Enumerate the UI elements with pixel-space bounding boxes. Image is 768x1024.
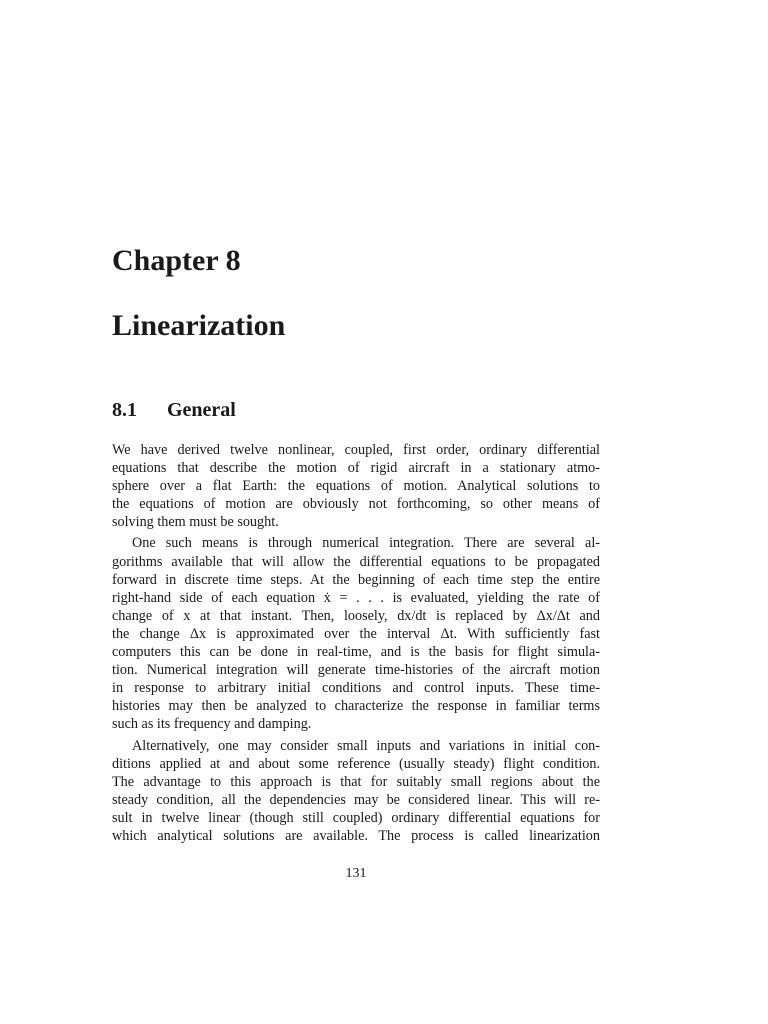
- text-line: in response to arbitrary initial conditions and control inputs. These time-: [112, 680, 600, 697]
- text-line: computers this can be done in real-time, and is the basis for flight simula-: [112, 644, 600, 661]
- chapter-title: Linearization: [112, 309, 286, 342]
- text-line: histories may then be analyzed to characterize the response in familiar terms: [112, 698, 600, 715]
- section-heading: [112, 398, 236, 422]
- text-line: the change Δx is approximated over the interval Δt. With sufficiently fast: [112, 625, 600, 642]
- text-line: steady condition, all the dependencies may be considered linear. This will re-: [112, 791, 600, 808]
- section-number: 8.1: [112, 399, 137, 421]
- text-line: tion. Numerical integration will generate time-histories of the aircraft motion: [112, 662, 600, 679]
- paragraph: [112, 441, 600, 531]
- text-line: forward in discrete time steps. At the beginning of each time step the entire: [112, 571, 600, 588]
- text-line: Alternatively, one may consider small inputs and variations in initial con-: [132, 737, 600, 754]
- text-line: the equations of motion are obviously not forthcoming, so other means of: [112, 496, 600, 513]
- text-line: One such means is through numerical integration. There are several al-: [132, 535, 600, 552]
- text-line: We have derived twelve nonlinear, coupled, first order, ordinary differential: [112, 442, 600, 458]
- text-line: sult in twelve linear (though still coupled) ordinary differential equations for: [112, 809, 600, 826]
- section-title: General: [167, 399, 236, 421]
- text-line: change of x at that instant. Then, loosely, dx/dt is replaced by Δx/Δt and: [112, 607, 600, 624]
- text-line: sphere over a flat Earth: the equations of motion. Analytical solutions to: [112, 478, 600, 495]
- text-line: The advantage to this approach is that for suitably small regions about the: [112, 773, 600, 790]
- text-line: equations that describe the motion of rigid aircraft in a stationary atmo-: [112, 460, 600, 477]
- text-line: which analytical solutions are available. The process is called linearization: [112, 827, 600, 844]
- text-line: solving them must be sought.: [112, 514, 279, 531]
- page-number: 131: [345, 866, 367, 881]
- text-line: ditions applied at and about some reference (usually steady) flight condition.: [112, 755, 600, 772]
- paragraph: [112, 737, 600, 846]
- text-line: such as its frequency and damping.: [112, 716, 312, 733]
- body-text: [112, 441, 600, 845]
- text-line: right-hand side of each equation ẋ = . . . is evaluated, yielding the rate of: [112, 589, 600, 606]
- text-line: gorithms available that will allow the differential equations to be propagated: [112, 553, 600, 570]
- chapter-label: Chapter 8: [112, 244, 241, 277]
- paragraph: [112, 534, 600, 733]
